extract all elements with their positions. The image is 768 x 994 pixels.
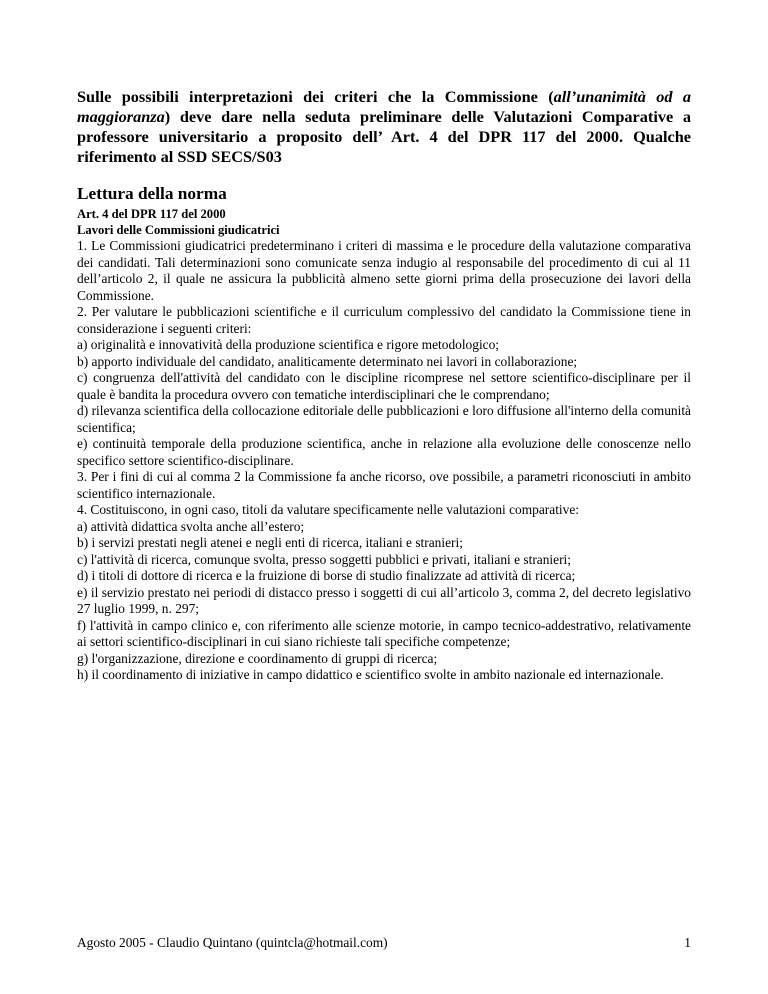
paragraph-comma-1: 1. Le Commissioni giudicatrici predeterminano i criteri di massima e le procedure della valutazione comparativa dei candidati. Tali determinazioni sono comunicate senza indugio al responsabile del procedimento di cui al 11 dell’articolo 2, il quale ne assicura la pubblicità almeno sette giorni prima della prosecuzione dei lavori della Commissione. bbox=[77, 238, 691, 303]
list-item-4h: h) il coordinamento di iniziative in campo didattico e scientifico svolte in ambito nazionale ed internazionale. bbox=[77, 667, 664, 682]
list-item-4d: d) i titoli di dottore di ricerca e la fruizione di borse di studio finalizzate ad attività di ricerca; bbox=[77, 568, 576, 583]
list-item-2c: c) congruenza dell'attività del candidato con le discipline ricomprese nel settore scientifico-disciplinare per il quale è bandita la procedura ovvero con tematiche interdisciplinari che le comprendano; bbox=[77, 370, 691, 402]
article-heading: Art. 4 del DPR 117 del 2000 bbox=[77, 207, 226, 221]
title-emphasis: all’unanimità od a maggioranza bbox=[77, 87, 691, 126]
footer-author-text: Agosto 2005 - Claudio Quintano (quintcla@hotmail.com) bbox=[77, 935, 388, 950]
list-item-2e: e) continuità temporale della produzione scientifica, anche in relazione alla evoluzione delle conoscenze nello specifico settore scientifico-disciplinare. bbox=[77, 436, 691, 468]
page-number: 1 bbox=[684, 935, 691, 950]
list-item-4c: c) l'attività di ricerca, comunque svolta, presso soggetti pubblici e privati, italiani e stranieri; bbox=[77, 551, 571, 567]
title-part-2: ) deve dare nella seduta preliminare delle Valutazioni Comparative a professore universitario a proposito dell’ Art. 4 del DPR 117 del 2000. Qualche riferimento al SSD SECS/S03 bbox=[77, 107, 691, 166]
article-subtitle: Lavori delle Commissioni giudicatrici bbox=[77, 223, 280, 237]
document-title bbox=[77, 87, 691, 167]
list-item-2a: a) originalità e innovatività della produzione scientifica e rigore metodologico; bbox=[77, 337, 500, 352]
list-item-4b: b) i servizi prestati negli atenei e negli enti di ricerca, italiani e stranieri; bbox=[77, 535, 463, 550]
paragraph-comma-4: 4. Costituiscono, in ogni caso, titoli da valutare specificamente nelle valutazioni comparative: bbox=[77, 502, 579, 517]
list-item-4a: a) attività didattica svolta anche all’estero; bbox=[77, 518, 305, 534]
paragraph-comma-3: 3. Per i fini di cui al comma 2 la Commissione fa anche ricorso, ove possibile, a parametri riconosciuti in ambito scientifico internazionale. bbox=[77, 469, 691, 501]
list-item-4e: e) il servizio prestato nei periodi di distacco presso i soggetti di cui all’articolo 3, comma 2, del decreto legislativo 27 luglio 1999, n. 297; bbox=[77, 584, 691, 616]
list-item-4f: f) l'attività in campo clinico e, con riferimento alle scienze motorie, in campo tecnico-addestrativo, relativamente ai settori scientifico-disciplinari in cui siano richieste tali specifiche competenze; bbox=[77, 617, 691, 649]
section-heading: Lettura della norma bbox=[77, 184, 227, 203]
paragraph-comma-2: 2. Per valutare le pubblicazioni scientifiche e il curriculum complessivo del candidato la Commissione tiene in considerazione i seguenti criteri: bbox=[77, 304, 691, 336]
title-part-1: Sulle possibili interpretazioni dei criteri che la Commissione ( bbox=[77, 87, 554, 106]
list-item-2b: b) apporto individuale del candidato, analiticamente determinato nei lavori in collaborazione; bbox=[77, 353, 578, 369]
document-page bbox=[77, 87, 691, 684]
list-item-4g: g) l'organizzazione, direzione e coordinamento di gruppi di ricerca; bbox=[77, 650, 438, 666]
list-item-2d: d) rilevanza scientifica della collocazione editoriale delle pubblicazioni e loro diffusione all'interno della comunità scientifica; bbox=[77, 403, 691, 435]
